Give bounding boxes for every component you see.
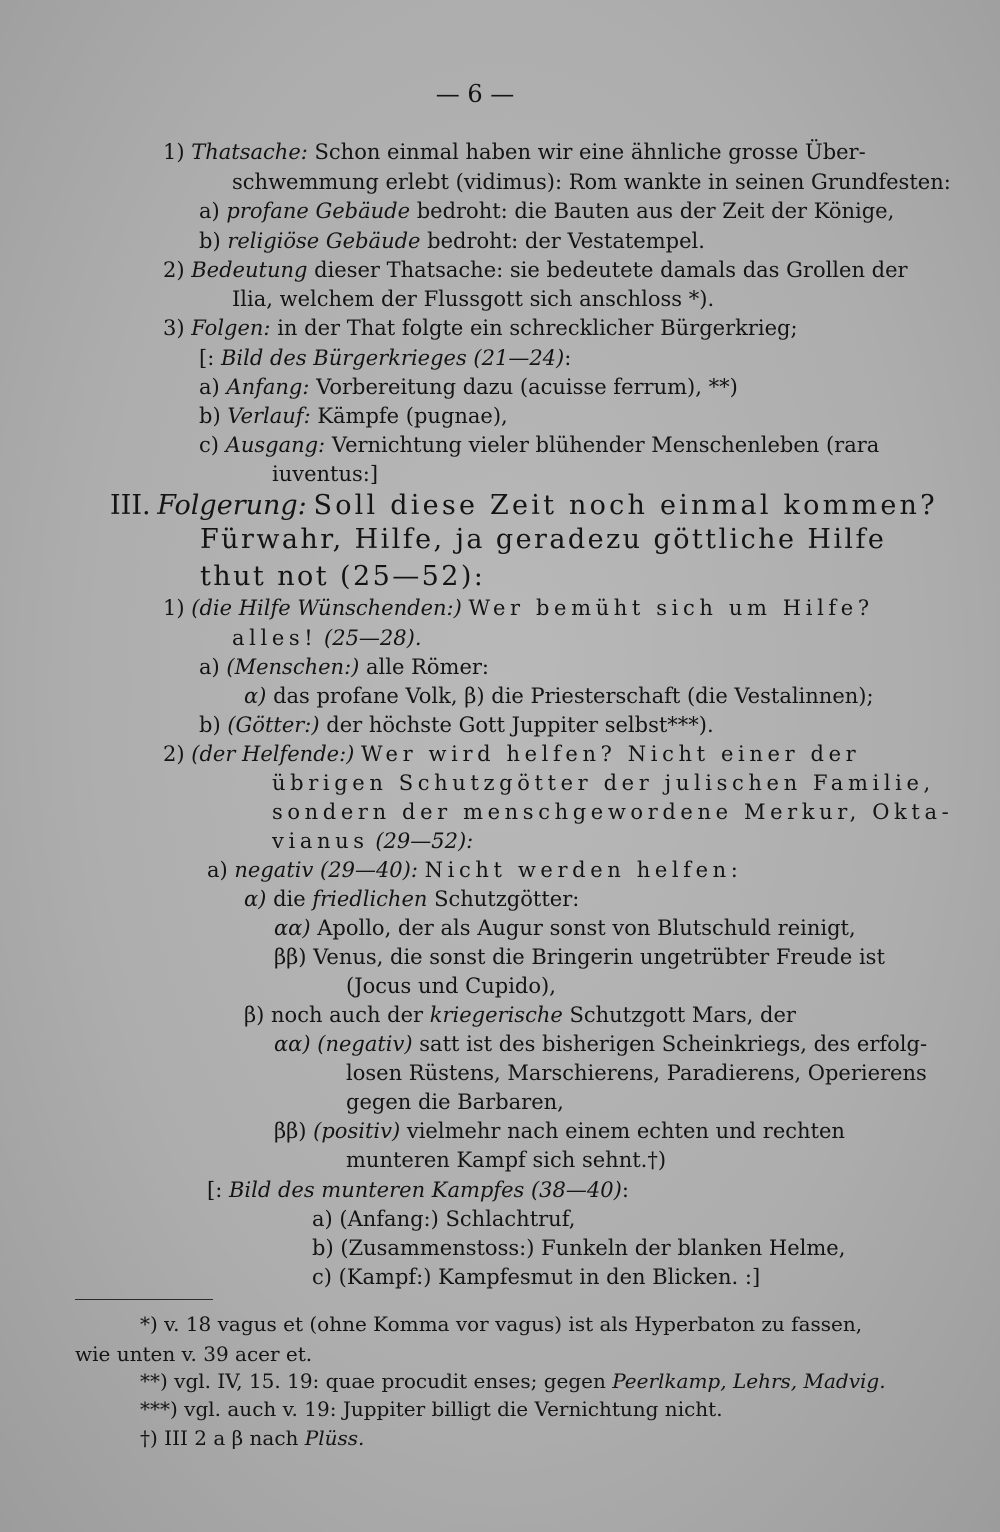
section-3-line — [163, 318, 798, 339]
item-text: Kämpfe (pugnae), — [317, 404, 508, 428]
item-number: a) — [199, 375, 220, 399]
footnote — [140, 1371, 886, 1391]
item-text: alles! — [232, 626, 318, 650]
subitem-line — [312, 1209, 575, 1230]
item-label: Bedeutung — [191, 258, 308, 282]
item-text: Schon einmal haben wir eine ähnliche grosse Über- — [314, 140, 866, 164]
subitem-line — [199, 435, 879, 456]
text-line — [272, 831, 473, 852]
item-label: friedlichen — [312, 887, 428, 911]
item-number: αα) — [274, 1032, 311, 1056]
text-line: iuventus:] — [272, 462, 379, 486]
bracket-open: [: — [199, 346, 215, 370]
greek-item-line — [244, 1005, 796, 1026]
subsection-1-line — [163, 598, 874, 619]
item-number: c) — [312, 1265, 332, 1289]
subitem-line — [199, 406, 508, 427]
item-label: (Menschen:) — [226, 655, 360, 679]
item-text: Apollo, der als Augur sonst von Blutschuld reinigt, — [317, 916, 856, 940]
item-label: Folgerung: — [157, 490, 307, 521]
colon: : — [564, 346, 572, 370]
item-text: Schutzgott Mars, der — [569, 1003, 796, 1027]
text-line: losen Rüstens, Marschierens, Paradierens, Operierens — [346, 1061, 927, 1085]
item-number: β) — [244, 1003, 265, 1027]
item-number: c) — [199, 433, 219, 457]
item-text: Wer bemüht sich um Hilfe? — [468, 596, 874, 620]
footnote-mark: *) — [140, 1312, 158, 1336]
picture-heading — [207, 1180, 629, 1201]
item-number: b) — [199, 404, 221, 428]
colon: : — [621, 1178, 629, 1202]
section-1-line — [163, 142, 866, 163]
item-text: Vernichtung vieler blühender Menschenleben (rara — [331, 433, 880, 457]
item-text: vielmehr nach einem echten und rechten — [406, 1119, 845, 1143]
greek-subitem-line — [274, 947, 885, 968]
footnote-mark: †) — [140, 1426, 158, 1450]
item-number: 1) — [163, 596, 185, 620]
footnote — [140, 1314, 862, 1334]
item-label: Ausgang: — [225, 433, 326, 457]
text-line: gegen die Barbaren, — [346, 1090, 564, 1114]
item-text: (Zusammenstoss:) Funkeln der blanken Helme, — [340, 1236, 846, 1260]
item-text: in der That folgte ein schrecklicher Bürgerkrieg; — [277, 316, 798, 340]
footnote-mark: ***) — [140, 1397, 178, 1421]
footnote-names: Peerlkamp, Lehrs, Madvig. — [612, 1369, 886, 1393]
verse-reference: (29—40): — [320, 858, 418, 882]
text-line: (Jocus und Cupido), — [346, 974, 556, 998]
item-text: bedroht: die Bauten aus der Zeit der Könige, — [416, 199, 895, 223]
item-text: bedroht: der Vestatempel. — [427, 229, 705, 253]
item-label: kriegerische — [429, 1003, 563, 1027]
item-number: a) — [207, 858, 228, 882]
item-label: (Götter:) — [227, 713, 320, 737]
picture-label: Bild des Bürgerkrieges (21—24) — [220, 346, 565, 370]
item-number: a) — [199, 199, 220, 223]
section-2-line — [163, 260, 908, 281]
item-text: Schutzgötter: — [434, 887, 580, 911]
footnote-text: vgl. IV, 15. 19: quae procudit enses; gegen — [174, 1369, 606, 1393]
bracket-open: [: — [207, 1178, 223, 1202]
item-text: Soll diese Zeit noch einmal kommen? — [313, 490, 938, 521]
footnote-text: III 2 a β nach — [164, 1426, 299, 1450]
item-text: alle Römer: — [366, 655, 489, 679]
item-number: ββ) — [274, 1119, 307, 1143]
verse-reference: (25—28). — [324, 626, 422, 650]
item-label: Thatsache: — [191, 140, 308, 164]
greek-subitem-line — [274, 1034, 927, 1055]
item-number: b) — [199, 713, 221, 737]
greek-subitem-line — [274, 918, 856, 939]
subitem-line — [199, 715, 714, 736]
item-label: Folgen: — [191, 316, 271, 340]
item-number: 2) — [163, 258, 185, 282]
item-number: α) — [244, 887, 267, 911]
item-label: Verlauf: — [227, 404, 311, 428]
text-line: sondern der menschgewordene Merkur, Okta- — [272, 800, 954, 824]
greek-item-line — [244, 889, 579, 910]
item-label: religiöse Gebäude — [227, 229, 421, 253]
picture-heading — [199, 348, 571, 369]
item-label: (positiv) — [313, 1119, 401, 1143]
footnote-text: vgl. auch v. 19: Juppiter billigt die Vernichtung nicht. — [184, 1397, 723, 1421]
item-label: negativ — [234, 858, 314, 882]
text-line: übrigen Schutzgötter der julischen Familie, — [272, 771, 935, 795]
subitem-line — [199, 231, 705, 252]
text-line — [232, 628, 422, 649]
item-label: (der Helfende:) — [191, 742, 355, 766]
item-label: (die Hilfe Wünschenden:) — [191, 596, 462, 620]
item-number: αα) — [274, 916, 311, 940]
item-text: das profane Volk, — [273, 684, 458, 708]
item-number: β) — [464, 684, 485, 708]
item-number: ββ) — [274, 945, 307, 969]
item-number: 3) — [163, 316, 185, 340]
picture-label: Bild des munteren Kampfes (38—40) — [228, 1178, 622, 1202]
item-text: dieser Thatsache: sie bedeutete damals das Grollen der — [314, 258, 908, 282]
subitem-line — [207, 860, 743, 881]
item-text: Venus, die sonst die Bringerin ungetrübter Freude ist — [313, 945, 885, 969]
item-number: a) — [199, 655, 220, 679]
item-number: 2) — [163, 742, 185, 766]
item-text: (Anfang:) Schlachtruf, — [339, 1207, 576, 1231]
subitem-line — [312, 1267, 760, 1288]
item-label: profane Gebäude — [226, 199, 411, 223]
item-text: Nicht werden helfen: — [424, 858, 743, 882]
subitem-line — [199, 201, 894, 222]
item-number: 1) — [163, 140, 185, 164]
footnote — [140, 1399, 723, 1419]
roman-numeral: III. — [110, 490, 151, 521]
verse-reference: (29—52): — [375, 829, 474, 853]
greek-items-line — [244, 686, 874, 707]
subitem-line — [312, 1238, 845, 1259]
subsection-2-line — [163, 744, 860, 765]
item-number: b) — [312, 1236, 334, 1260]
item-text: die — [273, 887, 306, 911]
page-number: — 6 — — [435, 80, 515, 108]
text-line: schwemmung erlebt (vidimus): Rom wankte in seinen Grundfesten: — [232, 170, 951, 194]
item-label: (negativ) — [317, 1032, 413, 1056]
text-line: thut not (25—52): — [200, 561, 486, 592]
footnote-continuation: wie unten v. 39 acer et. — [75, 1342, 313, 1366]
item-text: satt ist des bisherigen Scheinkriegs, des erfolg- — [419, 1032, 928, 1056]
greek-subitem-line — [274, 1121, 845, 1142]
footnote-rule — [75, 1299, 213, 1300]
item-text: (Kampf:) Kampfesmut in den Blicken. :] — [338, 1265, 761, 1289]
subitem-line — [199, 377, 738, 398]
item-number: α) — [244, 684, 267, 708]
item-number: b) — [199, 229, 221, 253]
subitem-line — [199, 657, 489, 678]
item-text: der höchste Gott Juppiter selbst***). — [326, 713, 714, 737]
item-text: die Priesterschaft (die Vestalinnen); — [491, 684, 874, 708]
item-text: Wer wird helfen? Nicht einer der — [361, 742, 861, 766]
item-label: Anfang: — [226, 375, 310, 399]
item-text: noch auch der — [271, 1003, 424, 1027]
section-iii-line — [110, 492, 938, 519]
footnote-mark: **) — [140, 1369, 168, 1393]
text-line: Ilia, welchem der Flussgott sich anschloss *). — [232, 287, 715, 311]
item-text: vianus — [272, 829, 369, 853]
footnote-name: Plüss. — [304, 1426, 365, 1450]
text-line: Fürwahr, Hilfe, ja geradezu göttliche Hilfe — [200, 524, 887, 555]
footnote-text: v. 18 vagus et (ohne Komma vor vagus) ist als Hyperbaton zu fassen, — [164, 1312, 863, 1336]
text-line: munteren Kampf sich sehnt.†) — [346, 1148, 667, 1172]
item-number: a) — [312, 1207, 333, 1231]
footnote — [140, 1428, 364, 1448]
item-text: Vorbereitung dazu (acuisse ferrum), **) — [316, 375, 738, 399]
